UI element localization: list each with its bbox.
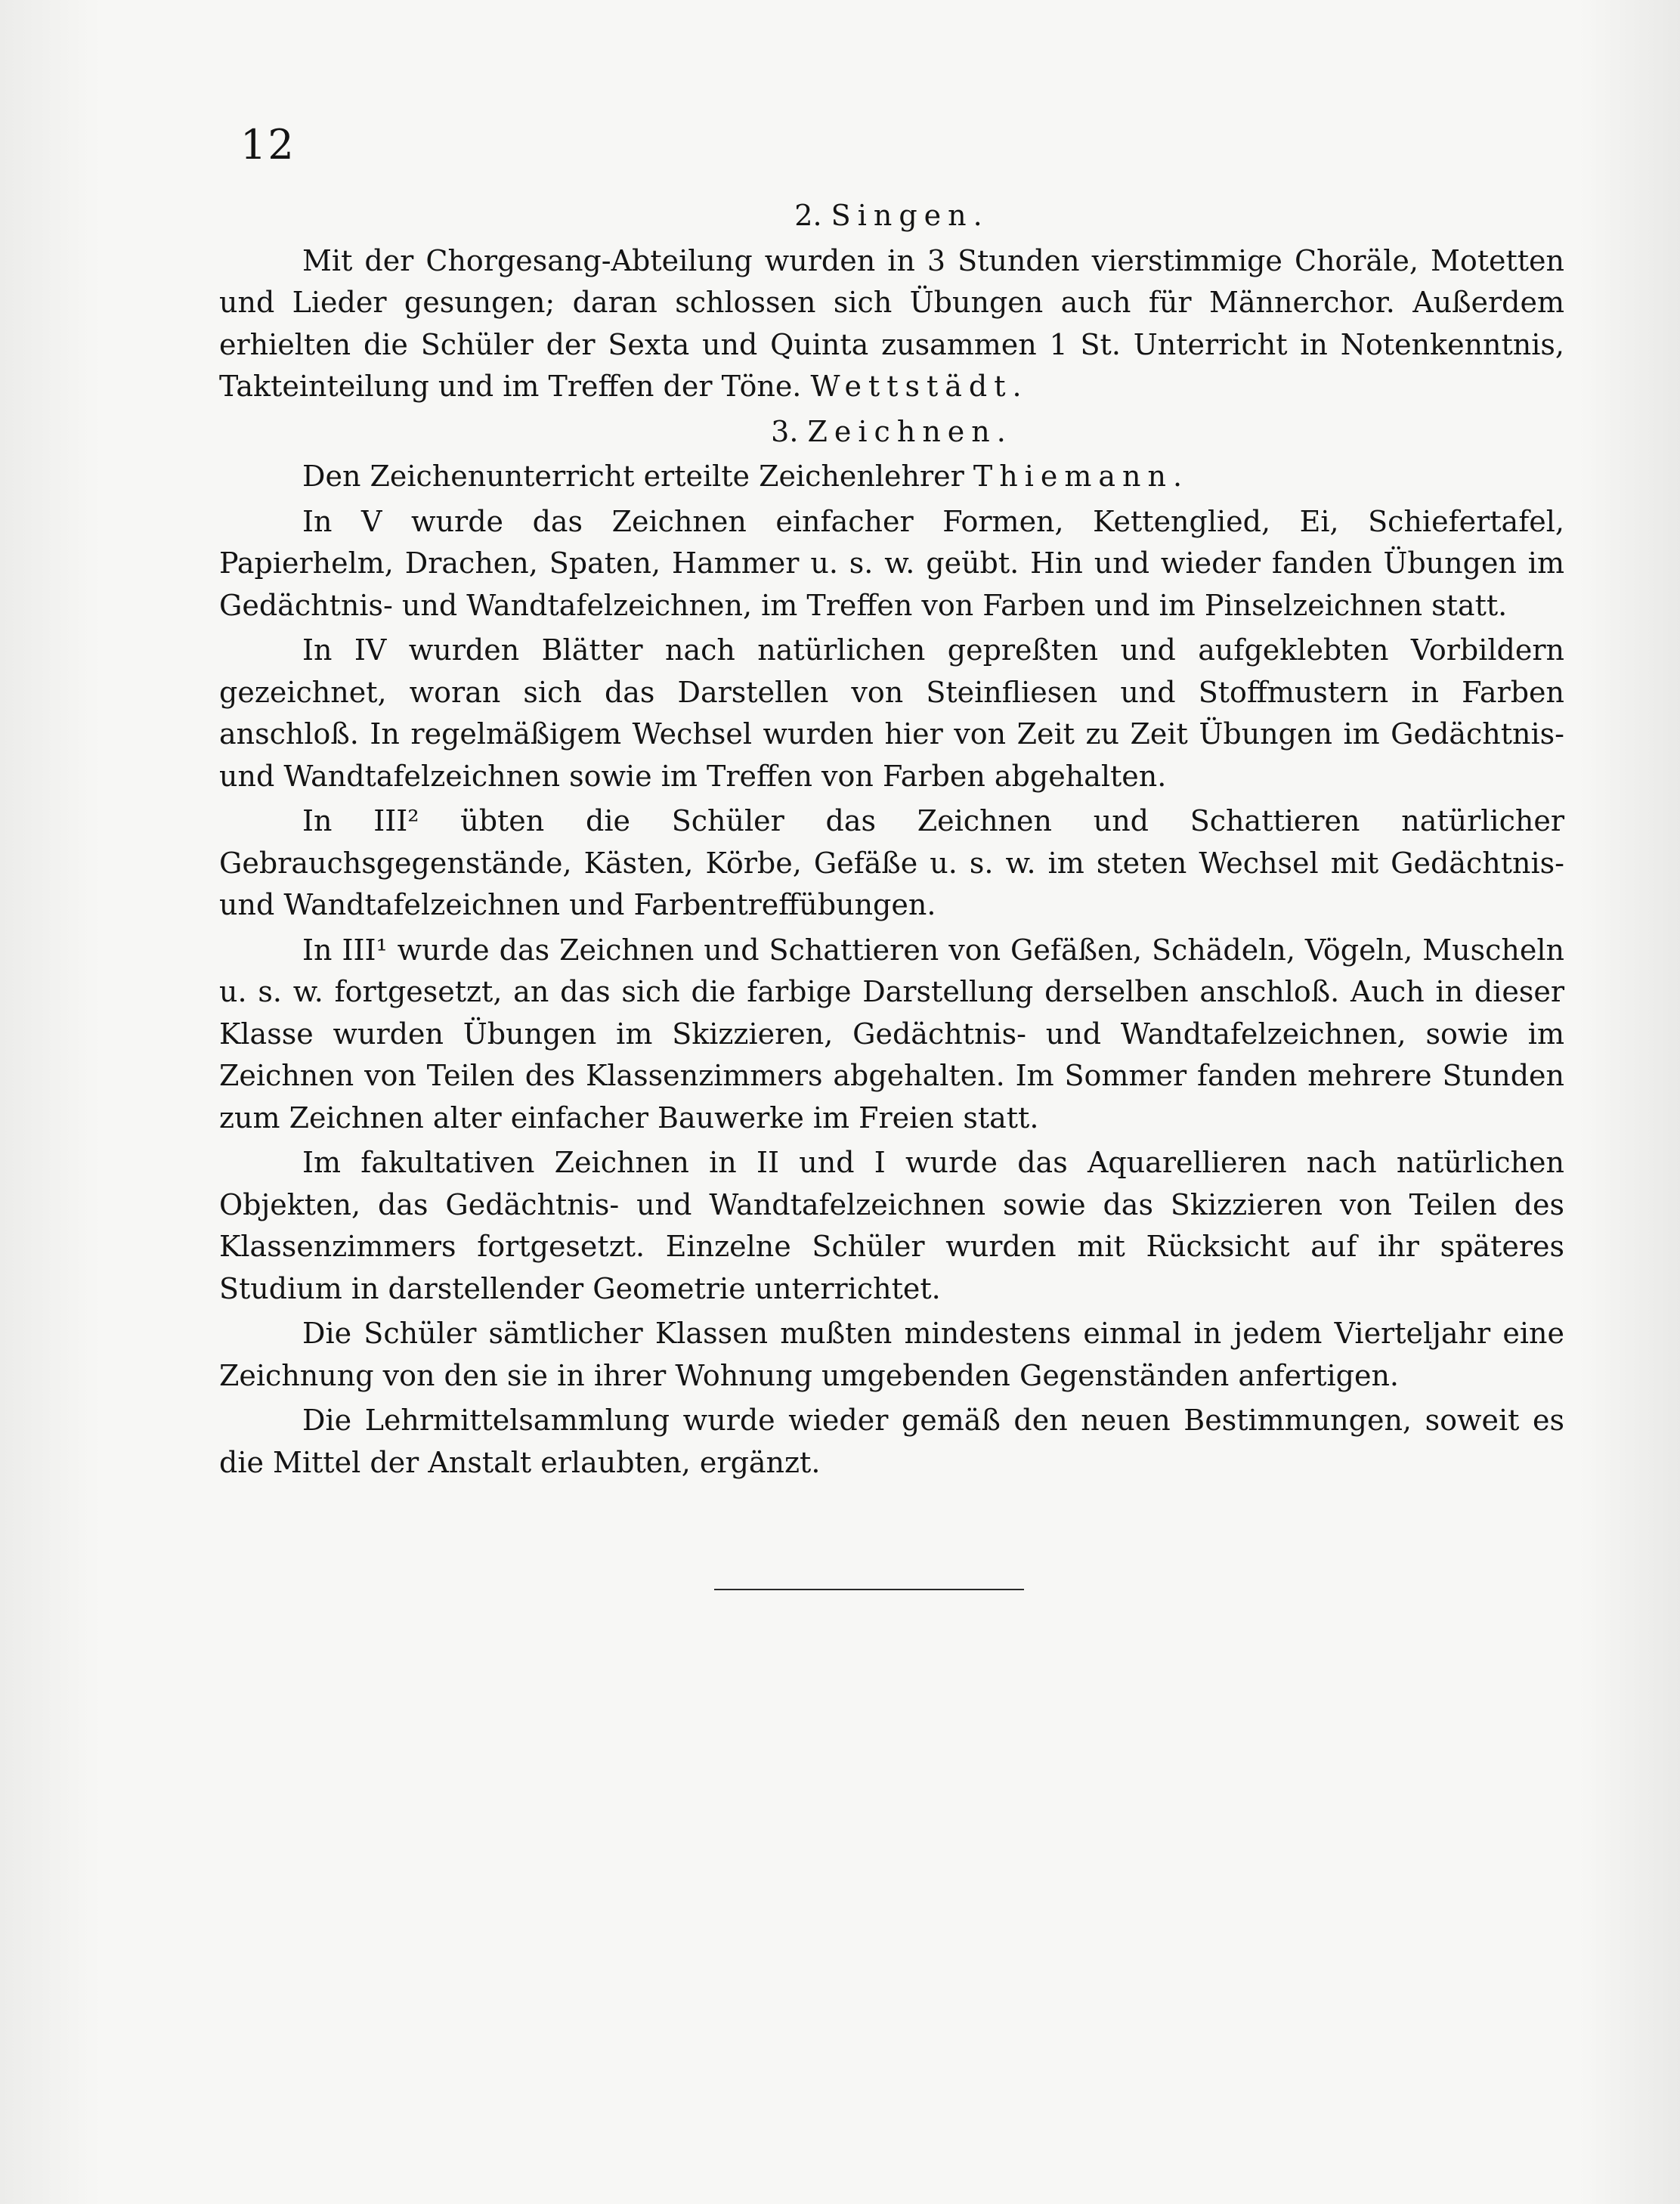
section-number: 2. — [794, 199, 822, 232]
paragraph: In III¹ wurde das Zeichnen und Schattieren von Gefäßen, Schädeln, Vögeln, Muscheln u. s. w. fortgesetzt, an das sich die farbige Darstellung derselben anschloß. Auch in dieser Klasse wurden Übungen im Skizzieren, Gedächtnis- und Wandtafelzeichnen, sowie im Zeichnen von Teilen des Klassenzimmers abgehalten. Im Sommer fanden mehrere Stunden zum Zeichnen alter einfacher Bauwerke im Freien statt. — [219, 933, 1564, 1135]
paragraph — [219, 240, 1564, 408]
paragraph: In V wurde das Zeichnen einfacher Formen, Kettenglied, Ei, Schiefertafel, Papierhelm, Drachen, Spaten, Hammer u. s. w. geübt. Hin und wieder fanden Übungen im Gedächtnis- und Wandtafelzeichnen, im Treffen von Farben und im Pinselzeichnen statt. — [219, 504, 1564, 622]
paragraph-text: Mit der Chorgesang-Abteilung wurden in 3 Stunden vierstimmige Choräle, Motetten und Lieder gesungen; daran schlossen sich Übungen auch für Männerchor. Außerdem erhielten die Schüler der Sexta und Quinta zusammen 1 St. Unterricht in Notenkenntnis, Takteinteilung und im Treffen der Töne. — [219, 243, 1564, 403]
section-title: Singen. — [831, 199, 989, 232]
paragraph-text: Den Zeichenunterricht erteilte Zeichenlehrer — [302, 460, 973, 493]
paragraph: In III² übten die Schüler das Zeichnen und Schattieren natürlicher Gebrauchsgegenstände, Kästen, Körbe, Gefäße u. s. w. im steten Wechsel mit Gedächtnis- und Wandtafelzeichnen und Farbentreffübungen. — [219, 804, 1564, 921]
paragraph: Die Lehrmittelsammlung wurde wieder gemäß den neuen Bestimmungen, soweit es die Mittel der Anstalt erlaubten, ergänzt. — [219, 1404, 1564, 1479]
section-title: Zeichnen. — [807, 414, 1013, 448]
paragraph: Im fakultativen Zeichnen in II und I wurde das Aquarellieren nach natürlichen Objekten, das Gedächtnis- und Wandtafelzeichnen sowie das Skizzieren von Teilen des Klassenzimmers fortgesetzt. Einzelne Schüler wurden mit Rücksicht auf ihr späteres Studium in darstellender Geometrie unterrichtet. — [219, 1146, 1564, 1305]
teacher-name: Wettstädt. — [810, 370, 1029, 403]
section-heading-singen — [219, 195, 1564, 237]
paragraph — [219, 456, 1564, 498]
page-body — [219, 195, 1564, 1487]
section-divider-rule — [714, 1589, 1024, 1590]
section-heading-zeichnen — [219, 411, 1564, 453]
paragraph: Die Schüler sämtlicher Klassen mußten mindestens einmal in jedem Vierteljahr eine Zeichnung von den sie in ihrer Wohnung umgebenden Gegenständen anfertigen. — [219, 1317, 1564, 1392]
section-number: 3. — [771, 414, 799, 448]
paragraph: In IV wurden Blätter nach natürlichen gepreßten und aufgeklebten Vorbildern gezeichnet, woran sich das Darstellen von Steinfliesen und Stoffmustern in Farben anschloß. In regelmäßigem Wechsel wurden hier von Zeit zu Zeit Übungen im Gedächtnis- und Wandtafelzeichnen sowie im Treffen von Farben abgehalten. — [219, 633, 1564, 793]
teacher-name: Thiemann. — [973, 460, 1190, 493]
page-number: 12 — [240, 121, 295, 169]
